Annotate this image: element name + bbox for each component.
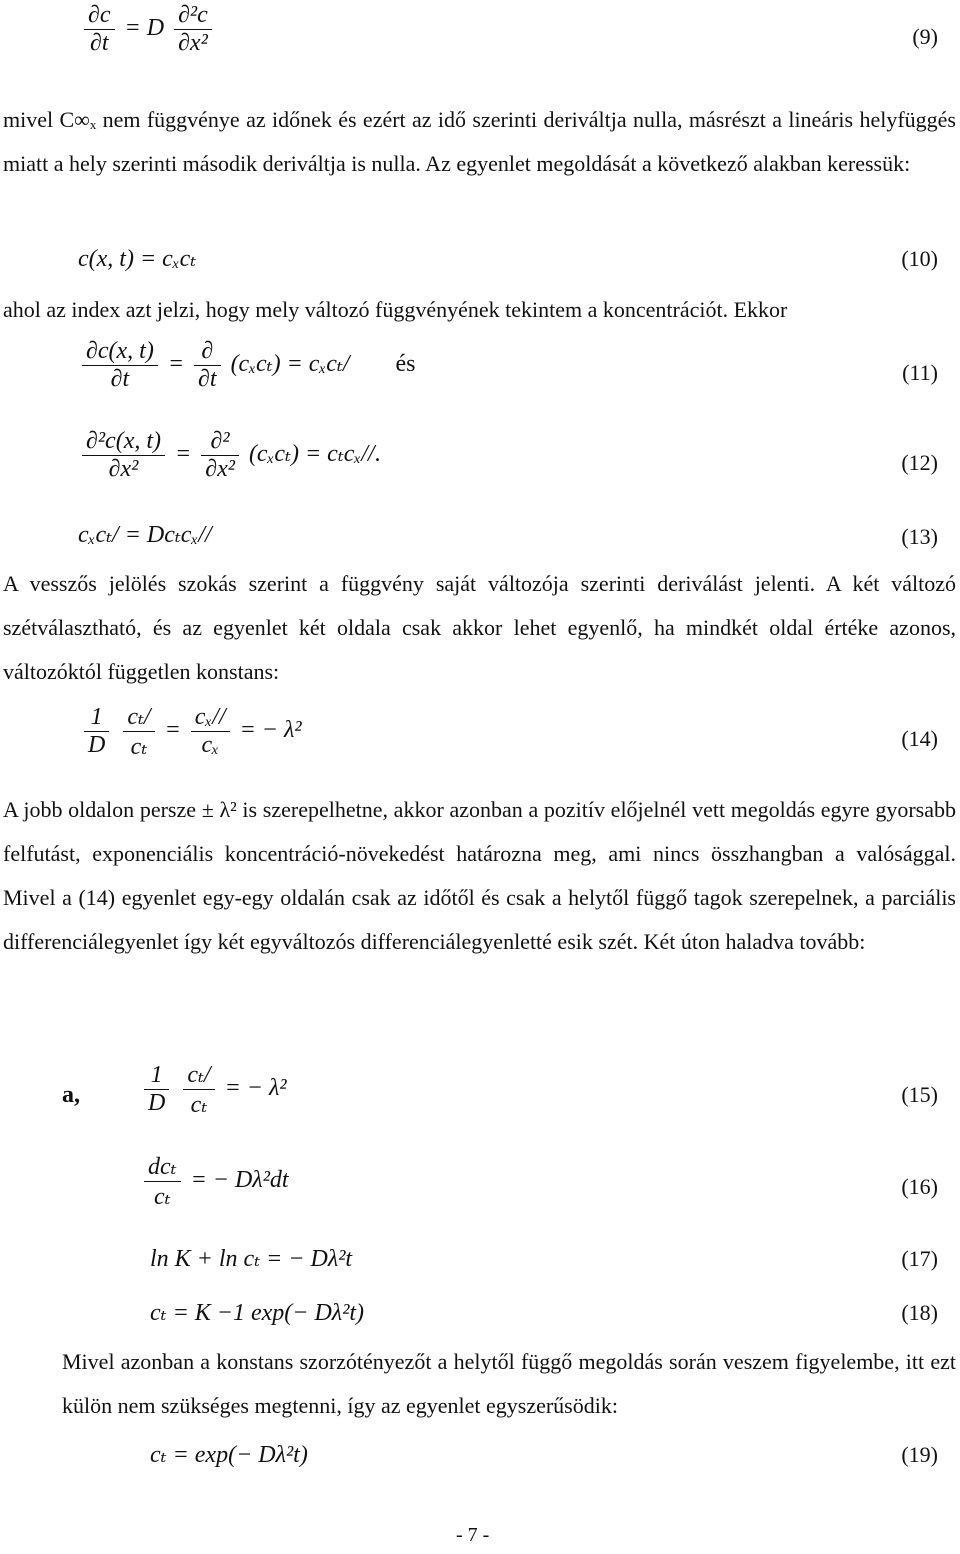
equation-16: $\frac{\text{dcₜ}}{\text{cₜ}}$ = − Dλ²dt <box>140 1152 289 1211</box>
paragraph-2: ahol az index azt jelzi, hogy mely változó függvényének tekintem a koncentrációt. Ekkor <box>3 297 788 322</box>
equation-17: ln K + ln cₜ = − Dλ²t <box>150 1246 353 1272</box>
equation-19: cₜ = exp(− Dλ²t) <box>150 1442 308 1468</box>
equation-number-15: (15) <box>901 1082 938 1107</box>
equation-9: $\frac{\partial c}{\partial t}$ = D $\frac{\text{∂²c}}{\text{∂x²}}$ <box>80 2 216 57</box>
equation-13: cₓcₜ/ = Dcₜcₓ// <box>78 522 212 548</box>
equation-number-18: (18) <box>901 1300 938 1325</box>
equation-11: $\frac{\partial c(x, t)}{\partial t}$ = $\frac{\partial}{\partial t}$ (cₓcₜ) = cₓcₜ/ és <box>78 338 416 393</box>
equation-number-9: (9) <box>912 24 938 49</box>
equation-12: $\frac{\text{∂²c(x, t)}}{\text{∂x²}}$ = $\frac{\text{∂²}}{\text{∂x²}}$ (cₓcₜ) = cₜcₓ//. <box>78 428 381 483</box>
equation-15-label: a, <box>62 1082 80 1108</box>
equation-number-17: (17) <box>901 1246 938 1271</box>
paragraph-1: mivel C∞ₓ nem függvénye az időnek és ezért az idő szerinti deriváltja nulla, másrészt a lineáris helyfüggés miatt a hely szerinti második deriváltja is nulla. Az egyenlet megoldását a következő alakban keressük: <box>3 107 956 176</box>
equation-number-10: (10) <box>901 246 938 271</box>
equation-number-11: (11) <box>902 360 938 385</box>
equation-number-13: (13) <box>901 524 938 549</box>
equation-number-12: (12) <box>901 450 938 475</box>
equation-10: c(x, t) = cₓcₜ <box>78 246 197 272</box>
equation-number-19: (19) <box>901 1442 938 1467</box>
page-number: - 7 - <box>456 1524 490 1546</box>
paragraph-4: A jobb oldalon persze ± λ² is szerepelhetne, akkor azonban a pozitív előjelnél vett megoldás egyre gyorsabb felfutást, exponenciális koncentráció-növekedést határozna meg, ami nincs összhangban a valósággal. Mivel a (14) egyenlet egy-egy oldalán csak az időtől és csak a helytől függő tagok szerepelnek, a parciális differenciálegyenlet így két egyváltozós differenciálegyenletté esik szét. Két úton haladva tovább: <box>3 797 956 954</box>
equation-number-16: (16) <box>901 1174 938 1199</box>
equation-18: cₜ = K −1 exp(− Dλ²t) <box>150 1300 365 1326</box>
paragraph-3: A vesszős jelölés szokás szerint a függvény saját változója szerinti deriválást jelenti. A két változó szétválasztható, és az egyenlet két oldala csak akkor lehet egyenlő, ha mindkét oldal értéke azonos, változóktól független konstans: <box>3 571 956 684</box>
equation-number-14: (14) <box>901 726 938 751</box>
equation-15: $\frac{1}{D}$ $\frac{\text{cₜ/}}{\text{cₜ}}$ = − λ² <box>140 1060 287 1119</box>
paragraph-5: Mivel azonban a konstans szorzótényezőt a helytől függő megoldás során veszem figyelembe, itt ezt külön nem szükséges megtenni, így az egyenlet egyszerűsödik: <box>62 1349 956 1418</box>
equation-14: $\frac{1}{D}$ $\frac{\text{cₜ/}}{\text{cₜ}}$ = $\frac{\text{cₓ//}}{\text{cₓ}}$ = − λ² <box>80 702 302 761</box>
